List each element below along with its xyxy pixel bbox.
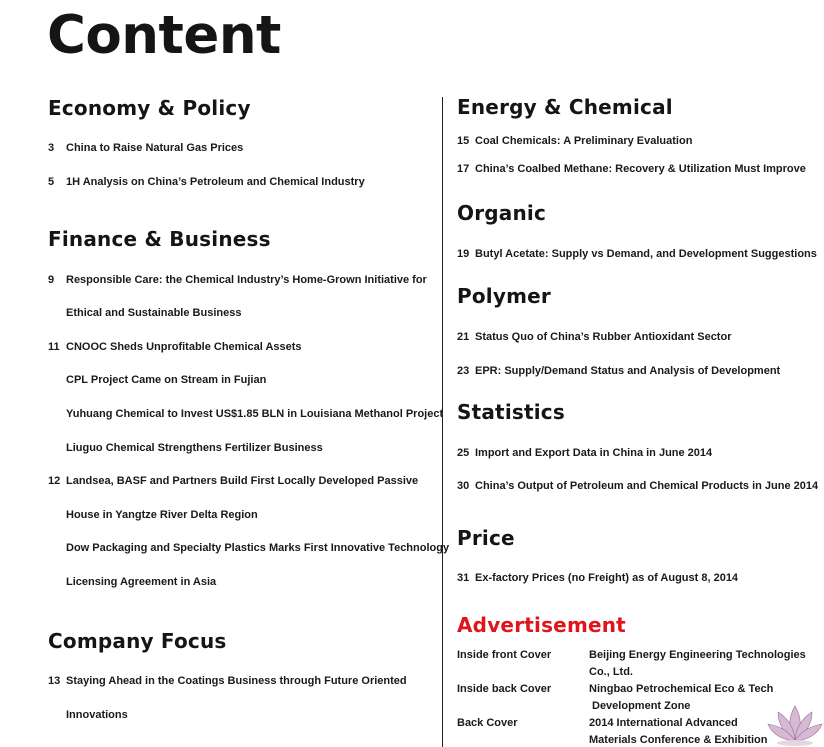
entry-title: Dow Packaging and Specialty Plastics Marks First Innovative Technology xyxy=(66,542,450,554)
page-number: 25 xyxy=(457,447,470,459)
lotus-flower-icon xyxy=(766,700,824,747)
toc-entry[interactable] xyxy=(66,508,258,522)
entry-title: Licensing Agreement in Asia xyxy=(66,576,217,588)
toc-entry[interactable] xyxy=(457,134,692,148)
toc-entry[interactable] xyxy=(457,364,780,378)
section-heading-company: Company Focus xyxy=(48,629,227,653)
entry-title: EPR: Supply/Demand Status and Analysis of Development xyxy=(475,365,781,377)
entry-title: Ethical and Sustainable Business xyxy=(66,307,242,319)
entry-title: House in Yangtze River Delta Region xyxy=(66,509,258,521)
toc-entry[interactable] xyxy=(66,541,449,555)
section-heading-energy: Energy & Chemical xyxy=(457,95,673,119)
entry-title: Butyl Acetate: Supply vs Demand, and Development Suggestions xyxy=(475,248,817,260)
entry-title: Landsea, BASF and Partners Build First Locally Developed Passive xyxy=(66,475,419,487)
page-number: 12 xyxy=(48,475,61,487)
toc-entry[interactable] xyxy=(66,407,443,421)
page-number: 23 xyxy=(457,365,470,377)
entry-title: China’s Coalbed Methane: Recovery & Utilization Must Improve xyxy=(475,163,806,175)
toc-entry[interactable] xyxy=(457,571,738,585)
section-heading-economy: Economy & Policy xyxy=(48,96,251,120)
page-number: 9 xyxy=(48,274,55,286)
toc-entry[interactable] xyxy=(48,175,365,189)
page-number: 11 xyxy=(48,341,60,353)
page-number: 3 xyxy=(48,142,55,154)
page-number: 19 xyxy=(457,248,470,260)
page-number: 15 xyxy=(457,135,470,147)
ad-placement-label: Inside back Cover xyxy=(457,683,552,695)
section-heading-finance: Finance & Business xyxy=(48,227,271,251)
page-title: Content xyxy=(47,5,281,66)
toc-entry[interactable] xyxy=(457,330,731,344)
ad-placement-label: Back Cover xyxy=(457,717,518,729)
toc-entry[interactable] xyxy=(457,162,806,176)
ad-advertiser: 2014 International Advanced xyxy=(589,717,738,729)
toc-entry[interactable] xyxy=(48,474,418,488)
section-heading-price: Price xyxy=(457,526,515,550)
page-number: 21 xyxy=(457,331,470,343)
entry-title: CNOOC Sheds Unprofitable Chemical Assets xyxy=(66,341,302,353)
ad-advertiser: Ningbao Petrochemical Eco & Tech xyxy=(589,683,774,695)
section-heading-polymer: Polymer xyxy=(457,284,551,308)
entry-title: Ex-factory Prices (no Freight) as of August 8, 2014 xyxy=(475,572,739,584)
ad-placement-label: Inside front Cover xyxy=(457,649,552,661)
ad-advertiser: Beijing Energy Engineering Technologies xyxy=(589,649,806,661)
toc-entry[interactable] xyxy=(66,373,266,387)
column-divider xyxy=(442,97,443,747)
entry-title: Import and Export Data in China in June 2014 xyxy=(475,447,713,459)
entry-title: 1H Analysis on China’s Petroleum and Chemical Industry xyxy=(66,176,365,188)
toc-entry[interactable] xyxy=(48,340,302,354)
entry-title: Liuguo Chemical Strengthens Fertilizer Business xyxy=(66,442,323,454)
toc-entry[interactable] xyxy=(48,141,243,155)
toc-entry[interactable] xyxy=(457,247,817,261)
entry-title: Yuhuang Chemical to Invest US$1.85 BLN in Louisiana Methanol Project xyxy=(66,408,444,420)
entry-title: Status Quo of China’s Rubber Antioxidant Sector xyxy=(475,331,732,343)
ad-advertiser: Materials Conference & Exhibition xyxy=(589,734,768,746)
toc-entry[interactable] xyxy=(457,446,712,460)
toc-entry[interactable] xyxy=(457,479,818,493)
toc-entry[interactable] xyxy=(66,575,216,589)
toc-entry[interactable] xyxy=(66,708,128,722)
section-heading-advertisement: Advertisement xyxy=(457,613,626,637)
section-heading-statistics: Statistics xyxy=(457,400,565,424)
entry-title: China’s Output of Petroleum and Chemical Products in June 2014 xyxy=(475,480,819,492)
toc-entry[interactable] xyxy=(48,674,407,688)
ad-advertiser: Co., Ltd. xyxy=(589,666,633,678)
entry-title: CPL Project Came on Stream in Fujian xyxy=(66,374,267,386)
entry-title: China to Raise Natural Gas Prices xyxy=(66,142,244,154)
page-number: 13 xyxy=(48,675,61,687)
toc-entry[interactable] xyxy=(48,273,427,287)
page-number: 5 xyxy=(48,176,55,188)
entry-title: Responsible Care: the Chemical Industry’s Home-Grown Initiative for xyxy=(66,274,427,286)
ad-advertiser: Development Zone xyxy=(592,700,691,712)
entry-title: Innovations xyxy=(66,709,128,721)
page-number: 30 xyxy=(457,480,470,492)
toc-entry[interactable] xyxy=(66,306,241,320)
entry-title: Coal Chemicals: A Preliminary Evaluation xyxy=(475,135,693,147)
page-number: 17 xyxy=(457,163,470,175)
page-number: 31 xyxy=(457,572,470,584)
section-heading-organic: Organic xyxy=(457,201,547,225)
toc-entry[interactable] xyxy=(66,441,323,455)
entry-title: Staying Ahead in the Coatings Business through Future Oriented xyxy=(66,675,407,687)
